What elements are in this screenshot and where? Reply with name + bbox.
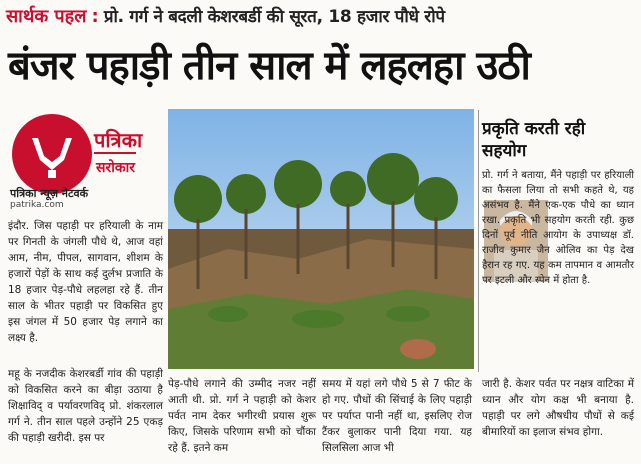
article-column-2: पेड़-पौधे लगाने की उम्मीद नजर नहीं आती थी. प्रो. गर्ग ने पहाड़ी को केशर पर्वत नाम देकर भगीरथी प्रयास शुरू किए, जिसके परिणाम सभी को चौंका रहे हैं. इतने कम <box>168 378 316 454</box>
sidebar-text <box>482 168 634 288</box>
main-headline: बंजर पहाड़ी तीन साल में लहलहा उठी <box>8 43 530 89</box>
kicker-label: सार्थक पहल <box>6 6 87 27</box>
byline: पत्रिका न्यूज़ नेटवर्क <box>10 187 89 200</box>
sidebar-body: प्रो. गर्ग ने बताया, मैंने पहाड़ी पर हरियाली का फैसला लिया तो सभी कहते थे, यह असंभव है. मैंने एक-एक पौधे का ध्यान रखा. प्रकृति भी सहयोग करती रही. कुछ दिनों पूर्व नीति आयोग के उपाध्यक्ष डॉ. राजीव कुमार जैन ओलिव का पेड़ देख हैरान रह गए. यह कम तापमान व आमतौर पर इटली और स्पेन में होता है. <box>482 170 634 286</box>
article-column-1-paragraph-1: इंदौर. जिस पहाड़ी पर हरियाली के नाम पर गिनती के जंगली पौधे थे, आज वहां आम, नीम, पीपल, सागवान, शीशम के हजारों पेड़ों के साथ कई दुर्लभ प्रजाति के 18 हजार पेड़-पौधे लहलहा रहे हैं. तीन साल के भीतर पहाड़ी पर विकसित हुए इस जंगल में 50 हजार पेड़ लगाने का लक्ष्य है. <box>8 220 163 344</box>
logo-divider <box>94 152 136 154</box>
site-url: patrika.com <box>10 200 64 210</box>
kicker-separator: : <box>91 6 99 27</box>
sidebar-title: प्रकृति करती रही सहयोग <box>482 119 586 161</box>
article-column-1-paragraph-2: महू के नजदीक केशरबर्डी गांव की पहाड़ी को विकसित करने का बीड़ा उठाया है शिक्षाविद् व पर्यावरणविद् प्रो. शंकरलाल गर्ग ने. तीन साल पहले उन्होंने 25 एकड़ की पहाड़ी खरीदी. इस पर <box>8 368 163 444</box>
subheadline: प्रो. गर्ग ने बदली केशरबर्डी की सूरत, 18 हजार पौधे रोपे <box>103 7 445 27</box>
logo-section: सरोकार <box>96 160 135 176</box>
article-column-3: समय में यहां लगे पौधे 5 से 7 फीट के हो गए. पौधों की सिंचाई के लिए पहाड़ी पर पर्याप्त पानी नहीं था, इसलिए रोज टैंकर बुलाकर पानी दिया गया. यह सिलसिला आज भी <box>322 378 472 454</box>
logo-brand: पत्रिका <box>94 128 143 152</box>
hands-icon <box>26 130 78 180</box>
headline-strip <box>6 4 636 34</box>
article-column-4: जारी है. केशर पर्वत पर नक्षत्र वाटिका में ध्यान और योग कक्ष भी बनाया है. पहाड़ी पर लगे औषधीय पौधों से कई बीमारियों का इलाज संभव होगा. <box>482 378 634 438</box>
hill-forest-photo <box>168 109 474 369</box>
sidebar-divider <box>478 110 479 372</box>
